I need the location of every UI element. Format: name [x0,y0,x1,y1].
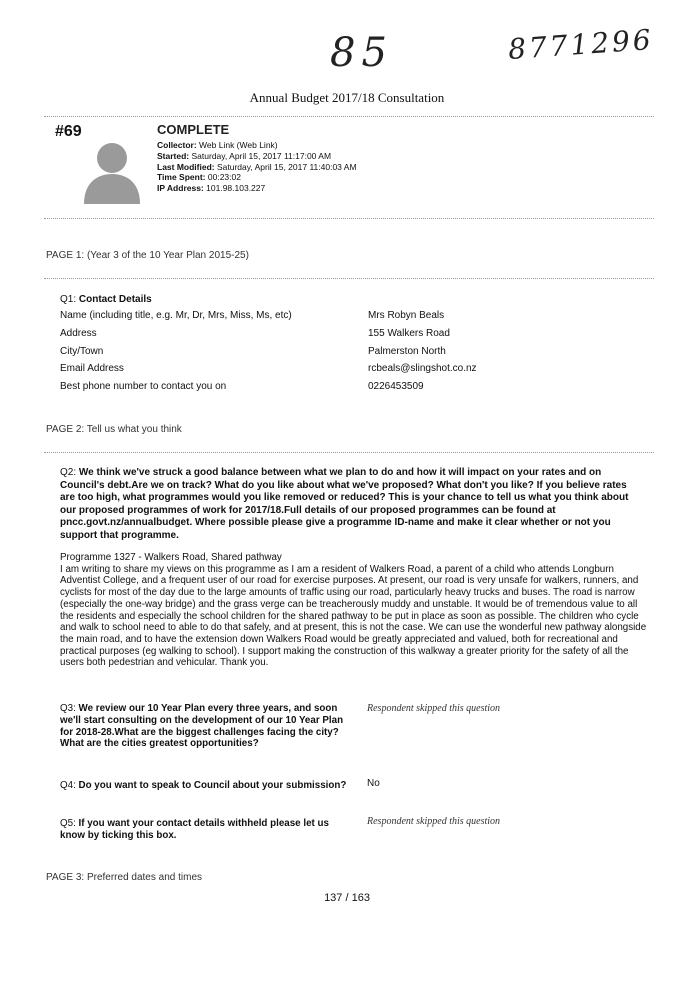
q1-text: Contact Details [78,294,152,305]
q2-answer-title: Programme 1327 - Walkers Road, Shared pathway [60,552,282,563]
contact-row [60,381,560,398]
q1-number: Q1: [60,294,77,305]
avatar-placeholder-icon [80,136,144,204]
contact-row [60,346,560,363]
contact-value: 155 Walkers Road [368,328,450,339]
handwritten-number-left: 85 [330,30,393,76]
q2-answer [60,552,650,669]
q1-title [60,294,152,305]
started-label: Started: [157,150,190,161]
q5-text: If you want your contact details withheld please let us know by ticking this box. [60,818,329,841]
divider [44,218,654,219]
q4-question [60,780,350,792]
contact-value: rcbeals@slingshot.co.nz [368,363,477,374]
divider [44,116,654,117]
contact-label: Address [60,328,97,339]
contact-row [60,363,560,380]
q2-question [60,467,640,542]
document-title: Annual Budget 2017/18 Consultation [249,90,445,105]
divider [44,278,654,279]
page3-heading: PAGE 3: Preferred dates and times [46,872,203,883]
ip-value: 101.98.103.227 [206,183,266,194]
q4-text: Do you want to speak to Council about your submission? [78,780,347,791]
q3-number: Q3: [60,703,76,714]
response-metadata [157,140,357,194]
divider [44,452,654,453]
q3-answer: Respondent skipped this question [367,703,501,714]
page1-heading: PAGE 1: (Year 3 of the 10 Year Plan 2015-25) [46,250,249,261]
contact-row [60,310,560,327]
response-status: COMPLETE [157,122,230,137]
q5-answer: Respondent skipped this question [367,816,501,827]
page2-heading: PAGE 2: Tell us what you think [46,424,182,435]
contact-value: Mrs Robyn Beals [368,310,445,321]
q2-number: Q2: [60,467,77,478]
q4-number: Q4: [60,780,76,791]
contact-row [60,328,560,345]
collector-value: Web Link (Web Link) [199,140,278,150]
contact-value: Palmerston North [368,346,446,357]
q3-text: We review our 10 Year Plan every three years, and soon we'll start consulting on the development of our 10 Year Plan for 2018-28.What are the biggest challenges facing the city? What are the cities greatest opportunities? [60,703,344,750]
time-spent-label: Time Spent: [157,172,206,183]
contact-label: Best phone number to contact you on [60,381,227,392]
q3-question [60,703,350,750]
contact-label: Email Address [60,363,124,374]
q2-answer-text: I am writing to share my views on this programme as I am a resident of Walkers Road, a parent of a child who attends Longburn Adventist College, and a frequent user of our road for exercise purposes. At present, our road is very unsafe for walkers, runners, and cyclists for most of the day due to the large amounts of traffic using our road, particularly heavy trucks and buses. The road is narrow (especially the one-way bridge) and the grass verge can be treacherously muddy and unstable. It would be of tremendous value to all the residents and especially the school children for the shared pathway to be put in place as soon as possible. The children who cycle and walk to school need to able to do that safely, and at present, this is not the case. We can use the wonderful new pathway alongside the main road, and to have the extension down Walkers Road would be greatly appreciated and valued, both for recreational and practical purposes (eg walking to school). I support making the construction of this walkway a greater priority for the safety of all the users both pedestrian and vehicular. Thank you. [60,563,647,669]
contact-label: Name (including title, e.g. Mr, Dr, Mrs, Miss, Ms, etc) [60,310,292,321]
time-spent-value: 00:23:02 [207,172,241,183]
q5-question [60,818,350,842]
modified-value: Saturday, April 15, 2017 11:40:03 AM [216,161,357,172]
q5-number: Q5: [60,818,76,829]
started-value: Saturday, April 15, 2017 11:17:00 AM [191,150,332,161]
ip-label: IP Address: [157,183,204,194]
q2-text: We think we've struck a good balance between what we plan to do and how it will impact on your rates and on Council's debt.Are we on track? What do you like about what we've proposed? What don't you like? If you believe rates are too high, what programmes would you like removed or reduced? This is your chance to tell us what you think about our proposed programmes of work for 2017/18.Full details of our proposed programmes can be found at pncc.govt.nz/annualbudget. Where possible please give a programme ID-name and make it clear whether or not you support that programme. [60,467,629,541]
response-number: #69 [55,123,82,140]
contact-value: 0226453509 [368,381,424,392]
q4-answer: No [367,778,380,789]
page-number: 137 / 163 [324,892,370,904]
collector-label: Collector: [157,140,197,150]
modified-label: Last Modified: [157,161,215,172]
handwritten-number-right: 8771296 [507,22,655,67]
contact-label: City/Town [60,346,104,357]
